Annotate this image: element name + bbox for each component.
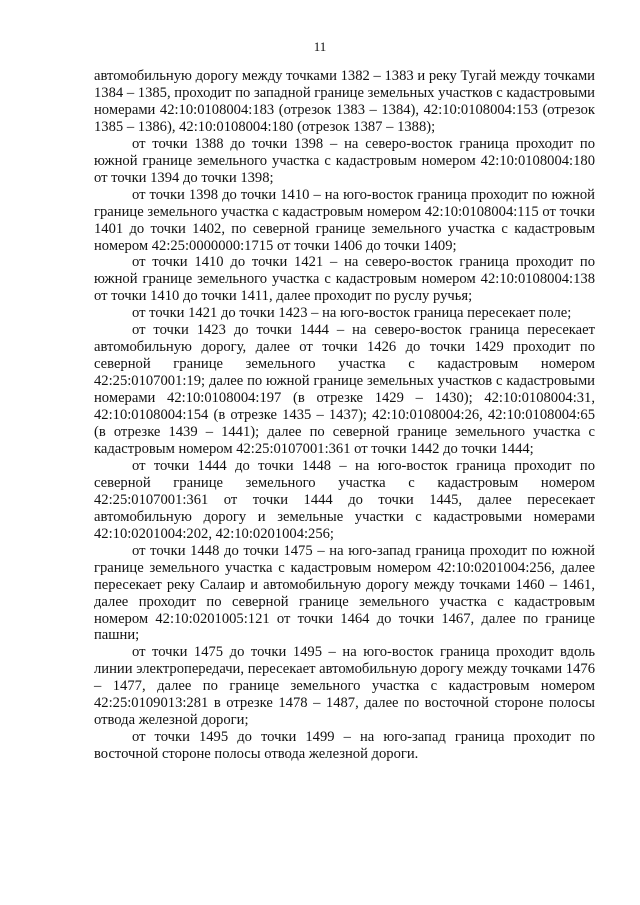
paragraph-segment-1448-1475: от точки 1448 до точки 1475 – на юго-запад граница проходит по южной границе земельного участка с кадастровым номером 42:10:0201004:256, далее пересекает реку Салаир и автомобильную дорогу между точками 1460 – 1461, далее проходит по северной границе земельного участка с кадастровым номером 42:10:0201005:121 от точки 1464 до точки 1467, далее по границе пашни; [94, 542, 595, 644]
paragraph-segment-1421-1423: от точки 1421 до точки 1423 – на юго-восток граница пересекает поле; [132, 305, 572, 322]
document-body [94, 68, 595, 763]
paragraph-segment-1388-1398: от точки 1388 до точки 1398 – на северо-восток граница проходит по южной границе земельного участка с кадастровым номером 42:10:0108004:180 от точки 1394 до точки 1398; [94, 135, 595, 186]
page-number: 11 [313, 39, 327, 54]
paragraph-segment-1410-1421: от точки 1410 до точки 1421 – на северо-восток граница проходит по южной границе земельного участка с кадастровым номером 42:10:0108004:138 от точки 1410 до точки 1411, далее проходит по руслу ручья; [94, 254, 595, 305]
paragraph-segment-1475-1495: от точки 1475 до точки 1495 – на юго-восток граница проходит вдоль линии электропередачи, пересекает автомобильную дорогу между точками 1476 – 1477, далее по границе земельного участка с кадастровым номером 42:25:0109013:281 в отрезке 1478 – 1487, далее по восточной стороне полосы отвода железной дороги; [94, 644, 595, 729]
paragraph-segment-1495-1499: от точки 1495 до точки 1499 – на юго-запад граница проходит по восточной стороне полосы отвода железной дороги. [94, 729, 595, 763]
paragraph-segment-1423-1444: от точки 1423 до точки 1444 – на северо-восток граница пересекает автомобильную дорогу, далее от точки 1426 до точки 1429 проходит по северной границе земельного участка с кадастровым номером 42:25:0107001:19; далее по южной границе земельных участков с кадастровыми номерами 42:10:0108004:197 (в отрезке 1429 – 1430); 42:10:0108004:31, 42:10:0108004:154 (в отрезке 1435 – 1437); 42:10:0108004:26, 42:10:0108004:65 (в отрезке 1439 – 1441); далее по северной границе земельного участка с кадастровым номером 42:25:0107001:361 от точки 1442 до точки 1444; [94, 322, 595, 457]
paragraph-segment-1444-1448: от точки 1444 до точки 1448 – на юго-восток граница проходит по северной границе земельного участка с кадастровым номером 42:25:0107001:361 от точки 1444 до точки 1445, далее пересекает автомобильную дорогу и земельные участки с кадастровыми номерами 42:10:0201004:202, 42:10:0201004:256; [94, 457, 595, 542]
paragraph-segment-1398-1410: от точки 1398 до точки 1410 – на юго-восток граница проходит по южной границе земельного участка с кадастровым номером 42:10:0108004:115 от точки 1401 до точки 1402, по северной границе земельного участка с кадастровым номером 42:25:0000000:1715 от точки 1406 до точки 1409; [94, 186, 595, 254]
paragraph-continuation: автомобильную дорогу между точками 1382 – 1383 и реку Тугай между точками 1384 – 1385, проходит по западной границе земельных участков с кадастровыми номерами 42:10:0108004:183 (отрезок 1383 – 1384), 42:10:0108004:153 (отрезок 1385 – 1386), 42:10:0108004:180 (отрезок 1387 – 1388); [94, 68, 595, 135]
